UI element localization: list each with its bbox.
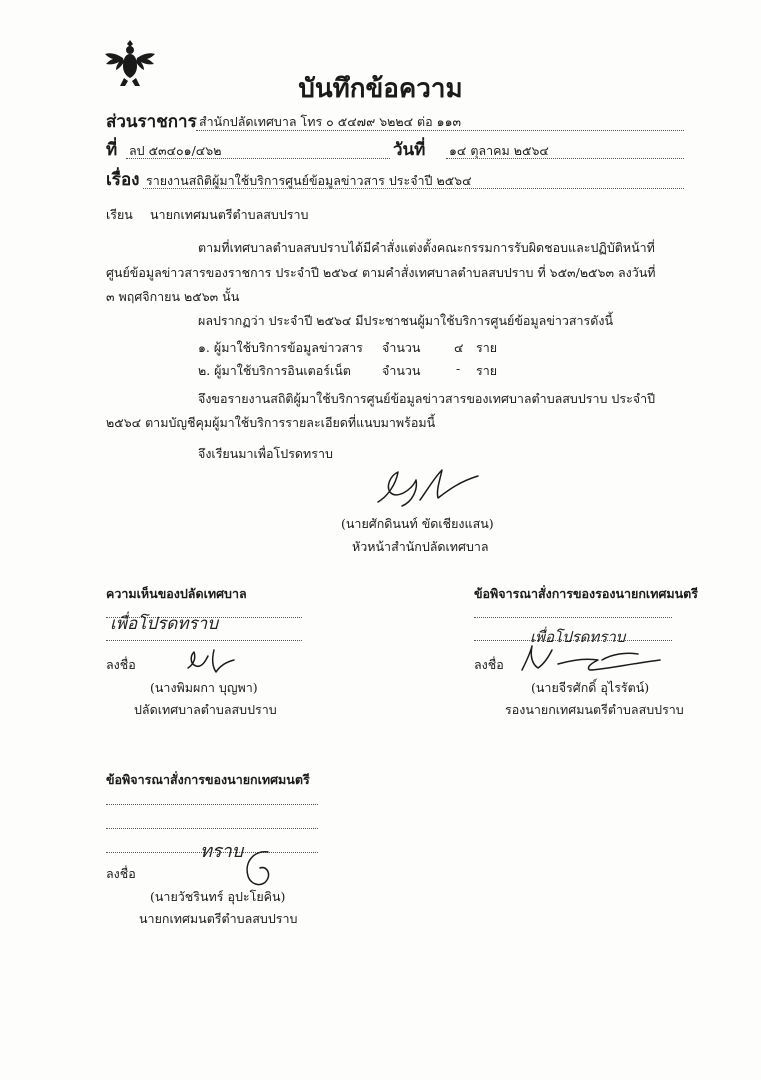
opinion-mayor-position: นายกเทศมนตรีตำบลสบปราบ (139, 911, 298, 926)
opinion-mayor-signature-icon (238, 846, 288, 890)
opinion-mayor-heading: ข้อพิจารณาสั่งการของนายกเทศมนตรี (106, 772, 310, 787)
opinion-left-handwritten: เพื่อโปรดทราบ (110, 614, 218, 634)
opinion-mayor-name: (นายวัชรินทร์ อุปะโยคิน) (150, 889, 286, 904)
ref-value: ลป ๕๓๔๐๑/๔๖๒ (129, 143, 222, 158)
ref-dotted-line (126, 158, 390, 159)
main-signature-icon (370, 462, 490, 512)
subject-label: เรื่อง (106, 170, 140, 190)
salutation-value: นายกเทศมนตรีตำบลสบปราบ (150, 207, 309, 222)
para3-line1: จึงขอรายงานสถิติผู้มาใช้บริการศูนย์ข้อมูลข่าวสารของเทศบาลตำบลสบปราบ ประจำปี (198, 391, 656, 406)
memo-title: บันทึกข้อความ (298, 74, 463, 104)
agency-dotted-line (196, 130, 684, 131)
item-1-count-label: จำนวน (382, 340, 421, 355)
opinion-mayor-handwritten: ทราบ (200, 841, 244, 862)
item-1-count: ๔ (454, 340, 464, 355)
salutation-label: เรียน (106, 207, 133, 222)
opinion-right-line-1 (474, 617, 672, 618)
main-signer-name: (นายศักดินนท์ ขัดเชียงแสน) (341, 516, 494, 531)
subject-value: รายงานสถิติผู้มาใช้บริการศูนย์ข้อมูลข่าวสาร ประจำปี ๒๕๖๔ (146, 173, 472, 188)
para1-line2: ศูนย์ข้อมูลข่าวสารของราชการ ประจำปี ๒๕๖๔ ตามคำสั่งเทศบาลตำบลสบปราบ ที่ ๖๕๓/๒๕๖๓ ลงวันที่ (106, 265, 656, 280)
opinion-left-line-2 (106, 640, 302, 641)
opinion-left-signature-icon (184, 644, 244, 678)
item-2-label: ๒. ผู้มาใช้บริการอินเตอร์เน็ต (198, 363, 351, 378)
opinion-right-sign-label: ลงชื่อ (474, 657, 504, 672)
item-2-unit: ราย (476, 363, 498, 378)
subject-dotted-line (143, 188, 684, 189)
opinion-right-handwritten: เพื่อโปรดทราบ (530, 628, 626, 646)
ref-label: ที่ (106, 140, 118, 160)
date-value: ๑๔ ตุลาคม ๒๕๖๔ (449, 143, 549, 158)
para1-line3: ๓ พฤศจิกายน ๒๕๖๓ นั้น (106, 289, 240, 304)
para3-line2: ๒๕๖๔ ตามบัญชีคุมผู้มาใช้บริการรายละเอียดที่แนบมาพร้อมนี้ (106, 415, 436, 430)
opinion-mayor-line-1 (106, 804, 318, 805)
item-1-label: ๑. ผู้มาใช้บริการข้อมูลข่าวสาร (198, 340, 363, 355)
para1-line1: ตามที่เทศบาลตำบลสบปราบได้มีคำสั่งแต่งตั้งคณะกรรมการรับผิดชอบและปฏิบัติหน้าที่ (198, 240, 655, 255)
opinion-left-sign-label: ลงชื่อ (106, 657, 136, 672)
agency-label: ส่วนราชการ (106, 112, 197, 132)
opinion-right-name: (นายจีรศักดิ์ อุไรรัตน์) (531, 680, 650, 695)
date-dotted-line (446, 158, 684, 159)
item-2-count: - (456, 361, 461, 376)
opinion-mayor-line-2 (106, 828, 318, 829)
agency-value: สำนักปลัดเทศบาล โทร ๐ ๕๔๗๙ ๖๒๒๔ ต่อ ๑๑๓ (199, 114, 462, 129)
date-label: วันที่ (393, 140, 426, 160)
opinion-right-position: รองนายกเทศมนตรีตำบลสบปราบ (505, 702, 684, 717)
closing-text: จึงเรียนมาเพื่อโปรดทราบ (198, 446, 333, 461)
item-2-count-label: จำนวน (382, 363, 421, 378)
opinion-right-heading: ข้อพิจารณาสั่งการของรองนายกเทศมนตรี (474, 586, 698, 601)
opinion-left-heading: ความเห็นของปลัดเทศบาล (106, 586, 247, 601)
para2: ผลปรากฏว่า ประจำปี ๒๕๖๔ มีประชาชนผู้มาใช้บริการศูนย์ข้อมูลข่าวสารดังนี้ (198, 313, 614, 328)
item-1-unit: ราย (476, 340, 498, 355)
main-signer-position: หัวหน้าสำนักปลัดเทศบาล (352, 539, 489, 554)
opinion-left-position: ปลัดเทศบาลตำบลสบปราบ (134, 702, 277, 717)
opinion-left-name: (นางพิมผกา บุญพา) (150, 680, 258, 695)
opinion-mayor-sign-label: ลงชื่อ (106, 866, 136, 881)
opinion-right-signature-icon (512, 640, 690, 676)
